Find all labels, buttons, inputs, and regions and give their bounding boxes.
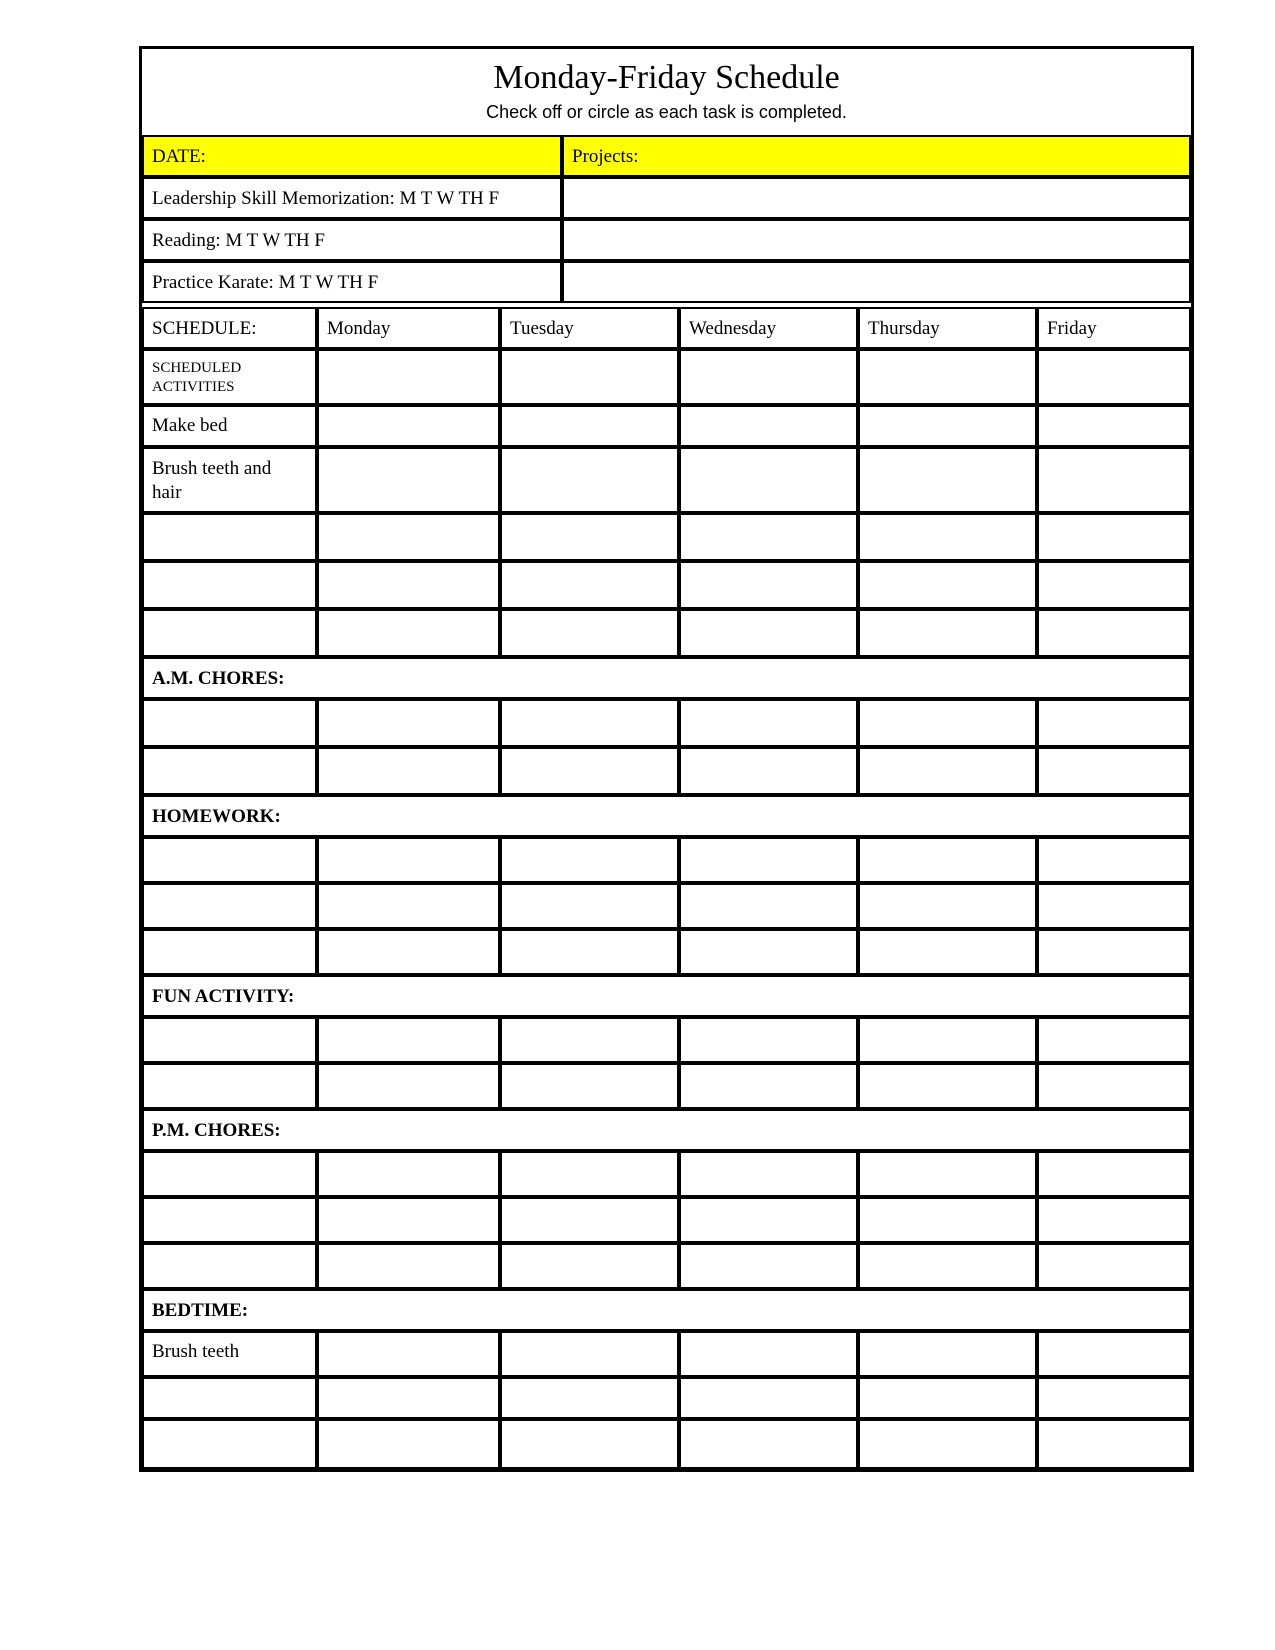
day-header-tuesday: [500, 307, 679, 349]
activity-cell[interactable]: [142, 1063, 317, 1109]
section-label: HOMEWORK:: [152, 806, 281, 827]
checkbox-cell[interactable]: [500, 561, 679, 609]
checkbox-cell[interactable]: [679, 1197, 858, 1243]
task-notes-cell[interactable]: [562, 177, 1191, 219]
checkbox-cell[interactable]: [1037, 699, 1191, 747]
checkbox-cell[interactable]: [500, 1197, 679, 1243]
activity-label: Make bed: [152, 415, 228, 436]
checkbox-cell[interactable]: [1037, 837, 1191, 883]
day-label: Thursday: [868, 318, 940, 339]
checkbox-cell[interactable]: [500, 837, 679, 883]
checkbox-cell[interactable]: [1037, 1331, 1191, 1377]
checkbox-cell[interactable]: [317, 1151, 500, 1197]
schedule-header-cell: [142, 307, 317, 349]
checkbox-cell[interactable]: [858, 1063, 1037, 1109]
checkbox-cell[interactable]: [858, 883, 1037, 929]
checkbox-cell[interactable]: [500, 883, 679, 929]
checkbox-cell[interactable]: [858, 699, 1037, 747]
checkbox-cell[interactable]: [858, 1151, 1037, 1197]
checkbox-cell[interactable]: [500, 609, 679, 657]
checkbox-cell[interactable]: [858, 561, 1037, 609]
checkbox-cell[interactable]: [858, 447, 1037, 513]
activity-label: Brush teeth and hair: [152, 458, 272, 503]
checkbox-cell[interactable]: [679, 1017, 858, 1063]
day-label: Wednesday: [689, 318, 777, 339]
task-label: Practice Karate: M T W TH F: [152, 272, 379, 293]
checkbox-cell[interactable]: [500, 1377, 679, 1419]
day-header-thursday: [858, 307, 1037, 349]
checkbox-cell[interactable]: [858, 929, 1037, 975]
checkbox-cell[interactable]: [679, 883, 858, 929]
section-label: BEDTIME:: [152, 1300, 249, 1321]
checkbox-cell[interactable]: [1037, 609, 1191, 657]
checkbox-cell[interactable]: [500, 513, 679, 561]
checkbox-cell[interactable]: [679, 609, 858, 657]
activity-cell[interactable]: [142, 1419, 317, 1469]
checkbox-cell[interactable]: [500, 405, 679, 447]
section-header: [142, 1289, 1191, 1331]
checkbox-cell[interactable]: [317, 1197, 500, 1243]
checkbox-cell[interactable]: [679, 1331, 858, 1377]
checkbox-cell[interactable]: [317, 883, 500, 929]
section-label: A.M. CHORES:: [152, 668, 285, 689]
checkbox-cell[interactable]: [317, 447, 500, 513]
checkbox-cell[interactable]: [679, 405, 858, 447]
checkbox-cell[interactable]: [1037, 1243, 1191, 1289]
checkbox-cell[interactable]: [679, 447, 858, 513]
activity-cell[interactable]: [142, 561, 317, 609]
checkbox-cell[interactable]: [317, 929, 500, 975]
section-label: P.M. CHORES:: [152, 1120, 281, 1141]
section-label: FUN ACTIVITY:: [152, 986, 295, 1007]
checkbox-cell[interactable]: [1037, 1377, 1191, 1419]
checkbox-cell[interactable]: [679, 513, 858, 561]
checkbox-cell[interactable]: [317, 609, 500, 657]
checkbox-cell[interactable]: [679, 1377, 858, 1419]
activity-cell[interactable]: [142, 929, 317, 975]
checkbox-cell[interactable]: [500, 1243, 679, 1289]
checkbox-cell[interactable]: [317, 1063, 500, 1109]
checkbox-cell[interactable]: [317, 1243, 500, 1289]
checkbox-cell[interactable]: [317, 1017, 500, 1063]
page-subtitle: Check off or circle as each task is completed.: [486, 102, 847, 122]
date-label: DATE:: [152, 146, 206, 167]
checkbox-cell[interactable]: [317, 1331, 500, 1377]
checkbox-cell[interactable]: [1037, 1063, 1191, 1109]
day-header-monday: [317, 307, 500, 349]
activity-label: SCHEDULED ACTIVITIES: [152, 360, 242, 395]
checkbox-cell[interactable]: [679, 561, 858, 609]
checkbox-cell[interactable]: [858, 405, 1037, 447]
activity-label: Brush teeth: [152, 1341, 240, 1362]
checkbox-cell[interactable]: [317, 405, 500, 447]
checkbox-cell[interactable]: [858, 513, 1037, 561]
checkbox-cell[interactable]: [1037, 513, 1191, 561]
checkbox-cell[interactable]: [858, 1017, 1037, 1063]
checkbox-cell[interactable]: [1037, 883, 1191, 929]
activity-cell[interactable]: [142, 1151, 317, 1197]
checkbox-cell[interactable]: [1037, 447, 1191, 513]
checkbox-cell[interactable]: [317, 747, 500, 795]
checkbox-cell[interactable]: [1037, 1151, 1191, 1197]
checkbox-cell[interactable]: [1037, 747, 1191, 795]
checkbox-cell[interactable]: [500, 1063, 679, 1109]
checkbox-cell[interactable]: [679, 699, 858, 747]
schedule-sheet: [139, 46, 1194, 1472]
checkbox-cell[interactable]: [1037, 349, 1191, 405]
checkbox-cell[interactable]: [858, 747, 1037, 795]
task-label: Leadership Skill Memorization: M T W TH F: [152, 188, 500, 209]
checkbox-cell[interactable]: [679, 747, 858, 795]
activity-cell[interactable]: [142, 349, 317, 405]
checkbox-cell[interactable]: [500, 1419, 679, 1469]
checkbox-cell[interactable]: [500, 1331, 679, 1377]
checkbox-cell[interactable]: [1037, 1017, 1191, 1063]
checkbox-cell[interactable]: [317, 1377, 500, 1419]
checkbox-cell[interactable]: [500, 349, 679, 405]
date-field[interactable]: [142, 135, 562, 177]
page-title: Monday-Friday Schedule: [493, 59, 840, 96]
checkbox-cell[interactable]: [317, 699, 500, 747]
activity-cell[interactable]: [142, 1377, 317, 1419]
projects-label: Projects:: [572, 146, 639, 167]
section-header: [142, 1109, 1191, 1151]
day-header-friday: [1037, 307, 1191, 349]
checkbox-cell[interactable]: [858, 349, 1037, 405]
activity-cell[interactable]: [142, 747, 317, 795]
activity-cell[interactable]: [142, 1243, 317, 1289]
checkbox-cell[interactable]: [1037, 1419, 1191, 1469]
task-row-reading: [142, 219, 562, 261]
section-header: [142, 657, 1191, 699]
checkbox-cell[interactable]: [500, 929, 679, 975]
checkbox-cell[interactable]: [500, 747, 679, 795]
checkbox-cell[interactable]: [858, 609, 1037, 657]
task-row-karate: [142, 261, 562, 303]
checkbox-cell[interactable]: [317, 1419, 500, 1469]
checkbox-cell[interactable]: [858, 837, 1037, 883]
checkbox-cell[interactable]: [1037, 405, 1191, 447]
checkbox-cell[interactable]: [858, 1331, 1037, 1377]
section-header: [142, 975, 1191, 1017]
day-label: Tuesday: [510, 318, 574, 339]
checkbox-cell[interactable]: [317, 513, 500, 561]
activity-cell[interactable]: [142, 405, 317, 447]
activity-cell[interactable]: [142, 883, 317, 929]
checkbox-cell[interactable]: [1037, 1197, 1191, 1243]
checkbox-cell[interactable]: [500, 1151, 679, 1197]
activity-cell[interactable]: [142, 1331, 317, 1377]
section-header: [142, 795, 1191, 837]
checkbox-cell[interactable]: [858, 1419, 1037, 1469]
checkbox-cell[interactable]: [317, 837, 500, 883]
activity-cell[interactable]: [142, 837, 317, 883]
projects-field[interactable]: [562, 135, 1191, 177]
checkbox-cell[interactable]: [500, 447, 679, 513]
activity-cell[interactable]: [142, 1197, 317, 1243]
checkbox-cell[interactable]: [679, 1151, 858, 1197]
day-label: Monday: [327, 318, 391, 339]
checkbox-cell[interactable]: [679, 349, 858, 405]
checkbox-cell[interactable]: [1037, 929, 1191, 975]
activity-cell[interactable]: [142, 699, 317, 747]
checkbox-cell[interactable]: [317, 561, 500, 609]
activity-cell[interactable]: [142, 609, 317, 657]
task-row-leadership: [142, 177, 562, 219]
checkbox-cell[interactable]: [679, 837, 858, 883]
activity-cell[interactable]: [142, 447, 317, 513]
checkbox-cell[interactable]: [858, 1243, 1037, 1289]
activity-cell[interactable]: [142, 513, 317, 561]
task-notes-cell[interactable]: [562, 219, 1191, 261]
day-header-wednesday: [679, 307, 858, 349]
checkbox-cell[interactable]: [1037, 561, 1191, 609]
checkbox-cell[interactable]: [500, 699, 679, 747]
schedule-label: SCHEDULE:: [152, 318, 257, 339]
checkbox-cell[interactable]: [500, 1017, 679, 1063]
checkbox-cell[interactable]: [679, 929, 858, 975]
activity-cell[interactable]: [142, 1017, 317, 1063]
checkbox-cell[interactable]: [317, 349, 500, 405]
checkbox-cell[interactable]: [679, 1243, 858, 1289]
checkbox-cell[interactable]: [679, 1419, 858, 1469]
checkbox-cell[interactable]: [679, 1063, 858, 1109]
day-label: Friday: [1047, 318, 1097, 339]
checkbox-cell[interactable]: [858, 1377, 1037, 1419]
task-label: Reading: M T W TH F: [152, 230, 325, 251]
task-notes-cell[interactable]: [562, 261, 1191, 303]
checkbox-cell[interactable]: [858, 1197, 1037, 1243]
